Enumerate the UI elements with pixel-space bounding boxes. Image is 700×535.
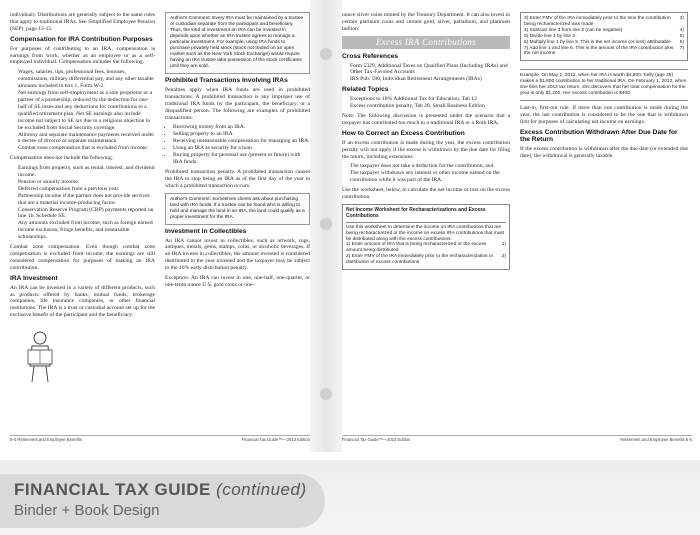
section-heading: Cross References [342, 52, 399, 60]
list-item: • Using an IRA as security for a loan. [173, 145, 310, 152]
list-item: • The taxpayer withdraws any interest or other income earned on the contribution while it was part of the IRA. [350, 170, 510, 184]
paragraph: Compensation does not include the following. [10, 155, 114, 162]
intro-text: ounce silver coins minted by the Treasury Department. It can also invest in certain platinum coins and certain gold, silver, palladium, and platinum bullion. [342, 12, 510, 32]
list-item: • Partnership income if the partner does not provide services that are a material income-producing factor. [18, 193, 155, 207]
man-reading-illustration [10, 326, 70, 386]
footer-right: Financial Tax Guide™—2013 Edition [241, 437, 310, 442]
worksheet-line-number: 2) [501, 254, 506, 260]
worksheet-line-number: 6) [679, 39, 684, 45]
list-item: • Pension or annuity income. [18, 179, 155, 186]
right-column-1 [342, 12, 510, 432]
section-heading: How to Correct an Excess Contribution [342, 129, 465, 137]
left-column-1 [10, 12, 155, 432]
worksheet-line [346, 242, 506, 254]
worksheet-line-number: 7) [679, 45, 684, 51]
list-item: • Excess contribution penalty, Tab 28, Small Business Edition [350, 103, 510, 110]
section-heading: Related Topics [342, 86, 389, 94]
worksheet-line-number: 5) [679, 33, 684, 39]
bullet-list [165, 124, 310, 165]
worksheet-line [524, 16, 684, 28]
bullet-list [342, 96, 510, 110]
section-banner: Excess IRA Contributions [342, 36, 510, 49]
paragraph: An IRA can be invested in a variety of different products, such as products offered by banks, mutual funds, brokerage companies, life insurance companies, or other financial institutions. The IRA is a trust or custodial account set up for the exclusive benefit of the participant and the beneficiary. [10, 284, 155, 319]
worksheet-line-number: 1) [501, 242, 506, 248]
left-column-2 [165, 12, 310, 432]
worksheet-line-label: 4) Subtract line 3 from line 2 (can be negative) [524, 27, 623, 33]
worksheet-line-label: 7) Add line 1 and line 6. This is the amount of the IRA contribution plus the net income [524, 45, 674, 57]
worksheet-line [346, 254, 506, 266]
authors-comment-box [165, 12, 310, 74]
paragraph: Use the worksheet, below, to calculate the net income or loss on the excess contribution. [342, 187, 510, 201]
section-heading: Compensation for IRA Contribution Purposes [10, 35, 153, 43]
section-heading: Prohibited Transactions Involving IRAs [165, 77, 288, 84]
paragraph: An IRA cannot invest in collectibles, such as artwork, rugs, antiques, metals, gems, stamps, coins, or alcoholic beverages. If an IRA invests in collectibles, the amount invested is considered distributed in the year invested and the taxpayer may be subject to the 10% early distribution penalty. [165, 237, 310, 272]
footer-left: 6-4 Retirement and Employee Benefits [10, 437, 82, 442]
paragraph: Prohibited transaction penalty. A prohibited transaction causes the IRA to stop being an IRA as of the first day of the year in which a prohibited transaction occurs. [165, 168, 310, 189]
paragraph: Note: The following discussion is presented under the scenario that a taxpayer has contributed too much to a traditional IRA or a Roth IRA. [342, 112, 510, 126]
binder-hole [320, 218, 332, 230]
authors-comment-box [165, 193, 310, 225]
worksheet-line-number: 4) [679, 27, 684, 33]
binder-hole [320, 48, 332, 60]
worksheet-line-label: 3) Enter FMV of the IRA immediately prior to the time the contribution being recharacterized was made [524, 16, 671, 27]
worksheet-line-label: 1) Enter amount of IRA that is being recharacterized or the excess amount being distributed [346, 242, 487, 254]
caption-title [14, 480, 307, 500]
bullet-list [342, 63, 510, 84]
right-page-footer [342, 435, 692, 442]
example-box: Example: On May 1, 2012, when her IRA is worth $4,800, Kelly (age 29) makes a $1,600 contribution to her traditional IRA. On February 1, 2012, when she files her 2012 tax return, she discovers that her total compensation for the year is only $1,200. Her excess contribution is $400. [520, 69, 688, 101]
bullet-list [342, 163, 510, 184]
right-column-2 [520, 12, 688, 432]
note-text: Author's Comment: Every IRA must be maintained by a trustee or custodian separate from the participant and beneficiary. Thus, the kind of investment an IRA can be invested in depends upon whether an IRA trustee agrees to manage a particular investment. For example, using IRA funds to purchase privately held stock (stock not traded on an open market such as the New York Stock Exchange) would require having an IRA trustee take possession of the stock certificates until they are sold. [170, 16, 304, 69]
left-page-footer [10, 435, 310, 442]
net-income-worksheet-continued [520, 12, 688, 61]
list-item: • Any amounts excluded from income, such as foreign earned income exclusion, fringe benefits, and nontaxable scholarships. [18, 220, 155, 241]
worksheet-title: Net Income Worksheet for Recharacterizations and Excess Contributions [346, 208, 506, 223]
paragraph: If an excess contribution is made during the year, the excess contribution penalty will not apply if the excess is withdrawn by the due date for filing the return, including extensions. [342, 139, 510, 160]
footer-right: Retirement and Employee Benefits 6-5 [620, 437, 692, 442]
paragraph: If the excess contribution is withdrawn after the due date (or extended due date), the withdrawal is generally taxable. [520, 145, 688, 159]
worksheet-line-label: 5) Divide line 4 by line 3 [524, 33, 575, 39]
list-item: • Combat zone compensation that is excluded from income. [18, 145, 155, 152]
list-item: • The taxpayer does not take a deduction for the contribution, and [350, 163, 510, 170]
section-heading: IRA Investment [10, 274, 58, 282]
paragraph: Last-in, first-out rule. If more than one contribution is made during the year, the last contribution is considered to be the one that is withdrawn first for purposes of calculating net income on earnings. [520, 105, 688, 126]
section-heading: Excess Contribution Withdrawn After Due Date for the Return [520, 129, 678, 143]
caption-subtitle: Binder + Book Design [14, 502, 160, 519]
worksheet-line-number: 3) [679, 16, 684, 21]
net-income-worksheet [342, 204, 510, 270]
footer-left: Financial Tax Guide™—2013 Edition [342, 437, 411, 442]
right-page [342, 12, 692, 442]
list-item: • Selling property to an IRA. [173, 131, 310, 138]
list-item: • IRS Pub. 590, Individual Retirement Arrangements (IRAs) [350, 76, 510, 83]
list-item: • Conservation Reserve Program (CRP) payments reported on line 1b, Schedule SE. [18, 207, 155, 221]
paragraph: Penalties apply when IRA funds are used in prohibited transactions. A prohibited transaction is any improper use of traditional IRA funds by the participant, the beneficiary, or a disqualified person. The following are examples of prohibited transactions. [165, 86, 310, 121]
list-item: • Exceptions to 10% Additional Tax for Education, Tab 12 [350, 96, 510, 103]
list-item: • Borrowing money from an IRA. [173, 124, 310, 131]
left-page [10, 12, 310, 442]
worksheet-intro: Use this worksheet to determine the income on IRA contributions that are being recharacterized or the income on excess IRA contributions that must be distributed along with the excess contributions. [346, 224, 505, 242]
bullet-list [10, 69, 155, 152]
list-item: • Form 5329, Additional Taxes on Qualified Plans (Including IRAs) and Other Tax-Favored Accounts [350, 63, 510, 77]
list-item: • Wages, salaries, tips, professional fees, bonuses, commissions, military differential pay, and any other taxable amounts included in box 1, Form W-2. [18, 69, 155, 90]
caption-title-suffix: (continued) [216, 480, 307, 499]
section-heading: Investment in Collectibles [165, 227, 247, 235]
caption-title-main: FINANCIAL TAX GUIDE [14, 480, 211, 499]
list-item: • Buying property for personal use (present or future) with IRA funds. [173, 152, 310, 166]
list-item: • Alimony and separate maintenance payments received under a decree of divorce or separate maintenance. [18, 132, 155, 146]
paragraph: Exception: An IRA can invest in one, one-half, one-quarter, or one-tenth ounce U.S. gold coins or one- [165, 275, 310, 288]
list-item: • Earnings from property, such as rental, interest, and dividend income. [18, 165, 155, 179]
paragraph: Combat zone compensation. Even though combat zone compensation is excluded from income, the earnings are still considered compensation for purposes of making an IRA contribution. [10, 244, 155, 271]
list-item: • Deferred compensation from a previous year. [18, 186, 155, 193]
list-item: • Receiving unreasonable compensation for managing an IRA. [173, 138, 310, 145]
worksheet-line [524, 46, 684, 58]
note-text: Author's Comment: Sometimes clients ask about purchasing land with IRA funds. If a trustee can be found who is willing to hold and manage the land in an IRA, the land could qualify as a proper investment for the IRA. [170, 196, 305, 220]
intro-text: individual). Distributions are generally subject to the same rules that apply to traditional IRAs. See Simplified Employee Pension (SEP), page 13-15. [10, 12, 155, 32]
worksheet-line-label: 6) Multiply line 1 by line 5. This is the net income (or loss) attributable [524, 39, 671, 45]
bullet-list [10, 165, 155, 241]
paragraph: For purposes of contributing to an IRA, compensation is earnings from work, whether as an employee or as a self-employed individual. Compensation includes the following. [10, 45, 155, 66]
binder-hole [320, 388, 332, 400]
list-item: • Net earnings from self-employment as a sole proprietor or a partner of a partnership, reduced by the deduction for one-half of SE taxes and any deductions for contributions to a qualified retirement plan. Net SE earnings also include income not subject to SE tax due to a religious objection to be excluded from Social Security coverage. [18, 90, 155, 131]
worksheet-line-label: 2) Enter FMV of the IRA immediately prior to the recharacterization or distribution of excess contributions [346, 254, 494, 266]
